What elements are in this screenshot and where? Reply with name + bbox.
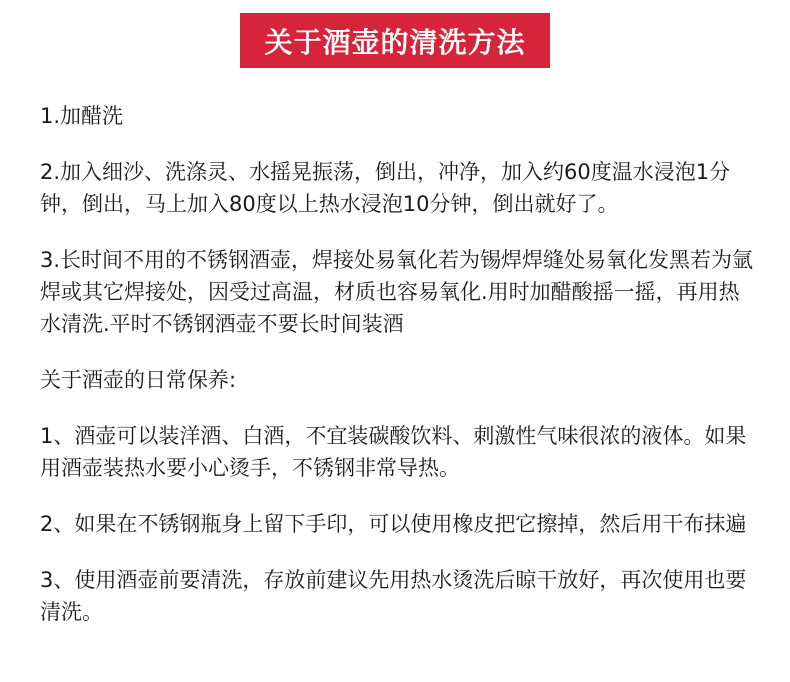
method-3: 3.长时间不用的不锈钢酒壶，焊接处易氧化若为锡焊焊缝处易氧化发黑若为氩焊或其它焊接处，因受过高温，材质也容易氧化.用时加醋酸摇一摇，再用热水清洗.平时不锈钢酒壶不要长时间装酒: [40, 248, 754, 336]
maintenance-tip-2: 2、如果在不锈钢瓶身上留下手印，可以使用橡皮把它擦掉，然后用干布抹遍: [40, 512, 747, 536]
method-2: 2.加入细沙、洗涤灵、水摇晃振荡，倒出，冲净，加入约60度温水浸泡1分钟，倒出，马上加入80度以上热水浸泡10分钟，倒出就好了。: [40, 160, 731, 216]
maintenance-heading: 关于酒壶的日常保养:: [40, 368, 237, 392]
maintenance-tip-1: 1、酒壶可以装洋酒、白酒，不宜装碳酸饮料、刺激性气味很浓的液体。如果用酒壶装热水要小心烫手，不锈钢非常导热。: [40, 424, 747, 480]
article-body: [40, 100, 760, 652]
maintenance-tip-3: 3、使用酒壶前要清洗，存放前建议先用热水烫洗后晾干放好，再次使用也要清洗。: [40, 568, 747, 624]
page-title: 关于酒壶的清洗方法: [240, 13, 550, 68]
method-1: 1.加醋洗: [40, 104, 124, 128]
